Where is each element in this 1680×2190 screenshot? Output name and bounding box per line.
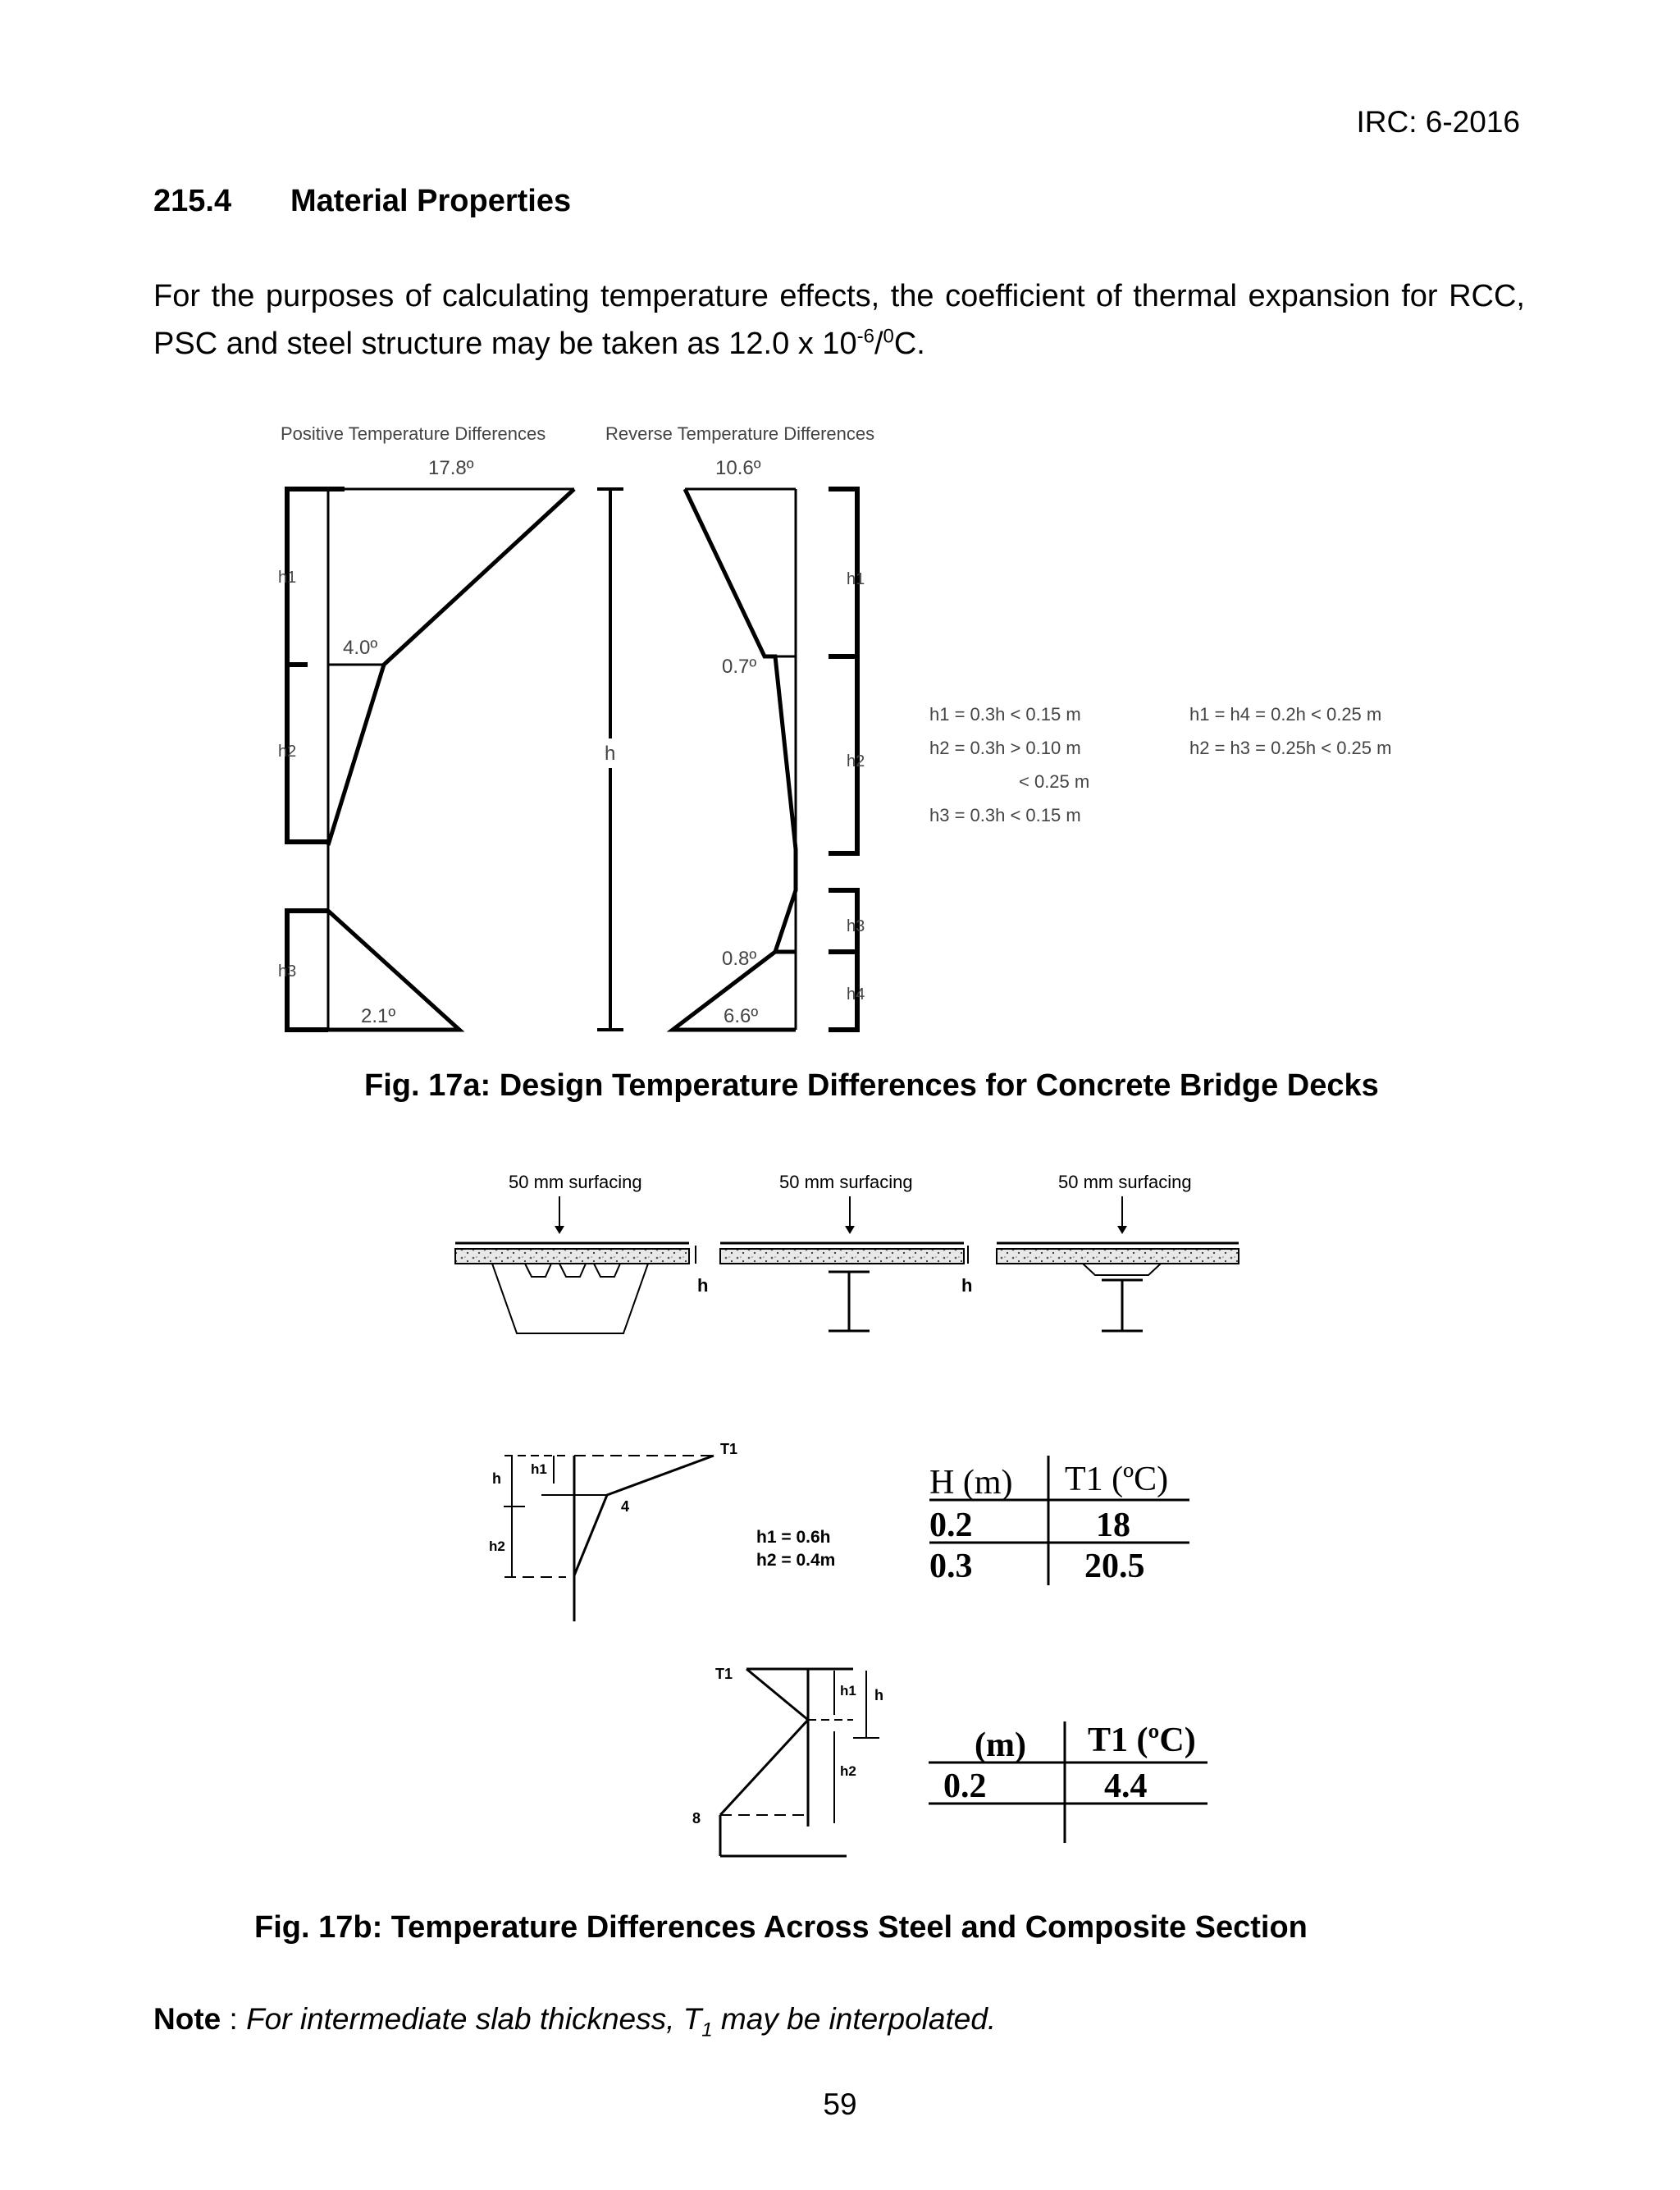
table1-header-t1: T1 (ºC) (1065, 1461, 1169, 1498)
table2-header-t1: T1 (ºC) (1088, 1721, 1196, 1759)
h3-label-right: h3 (847, 917, 865, 935)
formula-right-2: h2 = h3 = 0.25h < 0.25 m (1189, 738, 1392, 758)
surfacing-label-2: 50 mm surfacing (779, 1172, 913, 1192)
h2-label-right: h2 (847, 752, 865, 770)
note-subscript: 1 (701, 2019, 713, 2041)
table1-r2-h: 0.3 (929, 1548, 973, 1585)
positive-title: Positive Temperature Differences (281, 423, 546, 444)
profile2-curve (720, 1669, 808, 1815)
profile1-h2: h2 (489, 1538, 505, 1554)
profile2-t1: T1 (715, 1666, 733, 1682)
table2-r1-h: 0.2 (943, 1767, 987, 1805)
formula-right-1: h1 = h4 = 0.2h < 0.25 m (1189, 704, 1382, 725)
haunched-section (997, 1196, 1239, 1331)
profile1-h1: h1 (531, 1461, 547, 1477)
deck-slab-3 (997, 1249, 1239, 1264)
i-beam-section (720, 1196, 968, 1331)
pos-mid-label: 4.0º (343, 637, 378, 659)
profile2-bot: 8 (692, 1810, 701, 1827)
section-number: 215.4 (153, 184, 232, 218)
formula-left-4: h3 = 0.3h < 0.15 m (929, 805, 1081, 825)
rib-1a (525, 1264, 551, 1277)
h3-label-left: h3 (278, 962, 297, 981)
page-number: 59 (823, 2087, 857, 2121)
note-text-a: For intermediate slab thickness, T (246, 2002, 702, 2036)
profile1-mid: 4 (621, 1498, 630, 1515)
pos-top-label: 17.8º (428, 457, 474, 479)
steel-profile-1 (504, 1456, 714, 1621)
note (153, 2002, 996, 2041)
h-label-sec1: h (697, 1275, 709, 1296)
fig17a-caption: Fig. 17a: Design Temperature Differences for Concrete Bridge Decks (364, 1068, 1379, 1103)
deck-slab-2 (720, 1249, 964, 1264)
rev-top-label: 10.6º (715, 457, 761, 479)
note-label: Note (153, 2002, 221, 2036)
box-girder-section (455, 1172, 696, 1333)
rev-bot-label: 6.6º (724, 1005, 759, 1027)
exponent: -6 (856, 325, 874, 348)
formula-left-3: < 0.25 m (1019, 771, 1090, 792)
degree-mark: 0 (883, 325, 894, 348)
pos-bot-label: 2.1º (361, 1005, 396, 1027)
formula-left-2: h2 = 0.3h > 0.10 m (929, 738, 1081, 758)
paragraph-text: For the purposes of calculating temperature effects, the coefficient of thermal expansion for RCC, PSC and steel structure may be taken as 12.0 x 10 (153, 279, 1525, 361)
box-web-1 (492, 1264, 648, 1333)
profile1-h: h (492, 1470, 501, 1487)
h4-label-right: h4 (847, 985, 865, 1004)
rev-mid-label: 0.7º (722, 656, 757, 678)
table1-r1-t: 18 (1096, 1506, 1130, 1544)
table2-header-h: (m) (975, 1726, 1026, 1764)
haunch-3 (1083, 1264, 1161, 1275)
profile1-t1: T1 (720, 1441, 738, 1457)
table1-r1-h: 0.2 (929, 1506, 973, 1544)
deck-slab-1 (455, 1249, 689, 1264)
reverse-title: Reverse Temperature Differences (605, 423, 875, 444)
profile2-h1: h1 (840, 1683, 856, 1699)
fig17b-caption: Fig. 17b: Temperature Differences Across Steel and Composite Section (254, 1910, 1308, 1945)
h1-label-right: h1 (847, 570, 865, 588)
table2-r1-t: 4.4 (1104, 1767, 1148, 1805)
h-label: h (605, 743, 616, 765)
table1-r2-t: 20.5 (1084, 1548, 1145, 1585)
profile1-formula1: h1 = 0.6h (756, 1528, 831, 1547)
document-code: IRC: 6-2016 (1356, 105, 1520, 139)
rev-low-label: 0.8º (722, 948, 757, 970)
profile1-curve (574, 1456, 714, 1575)
h1-label-left: h1 (278, 569, 297, 587)
surfacing-arrowhead-1 (555, 1226, 564, 1234)
formula-left-1: h1 = 0.3h < 0.15 m (929, 704, 1081, 725)
rib-1b (559, 1264, 586, 1277)
h2-label-left: h2 (278, 743, 297, 761)
table1-header-h: H (m) (929, 1464, 1013, 1502)
slash: / (874, 327, 883, 361)
section-title: Material Properties (290, 184, 572, 218)
profile2-h: h (874, 1687, 883, 1703)
profile2-h2: h2 (840, 1763, 856, 1779)
rib-1c (594, 1264, 620, 1277)
h-label-sec2: h (961, 1275, 973, 1296)
surfacing-label-1: 50 mm surfacing (509, 1172, 642, 1192)
profile1-formula2: h2 = 0.4m (756, 1551, 836, 1570)
surfacing-arrowhead-2 (845, 1226, 855, 1234)
note-text-b: may be interpolated. (712, 2002, 997, 2036)
note-text (246, 2002, 997, 2041)
surfacing-label-3: 50 mm surfacing (1058, 1172, 1192, 1192)
surfacing-arrowhead-3 (1117, 1226, 1127, 1234)
unit: C. (893, 327, 925, 361)
note-sep: : (221, 2002, 247, 2036)
